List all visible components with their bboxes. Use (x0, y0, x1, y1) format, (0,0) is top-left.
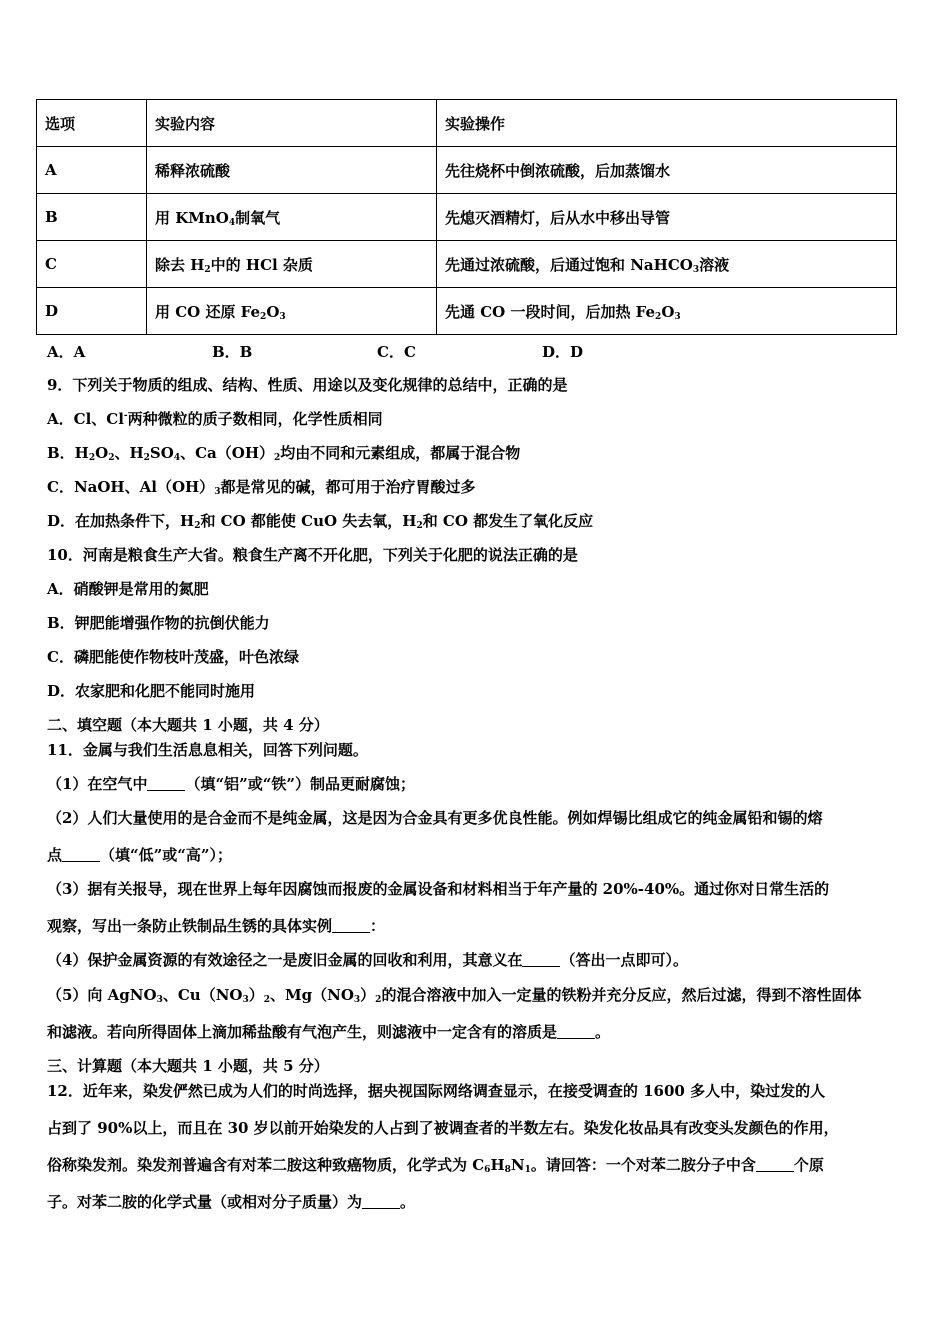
q9-option-d: D．在加热条件下，$H_2$和 CO 都能使 CuO 失去氧，$H_2$和 CO 都发生了氧化反应 (47, 512, 594, 531)
q11-part-5-line-2: 和滤液。若向所得固体上滴加稀盐酸有气泡产生，则滤液中一定含有的溶质是 。 (47, 1023, 611, 1041)
answer-blank[interactable] (756, 1157, 794, 1172)
header-option: 选项 (37, 100, 147, 147)
q10-option-c: C．磷肥能使作物枝叶茂盛，叶色浓绿 (47, 648, 299, 666)
q8-option-b: B．B (212, 343, 253, 361)
table-row (37, 147, 897, 194)
section-3-heading: 三、计算题（本大题共 1 小题，共 5 分） (47, 1057, 329, 1075)
row-content: 稀释浓硫酸 (147, 147, 437, 194)
row-option: C (37, 241, 147, 288)
header-operation: 实验操作 (437, 100, 897, 147)
section-2-heading: 二、填空题（本大题共 1 小题，共 4 分） (47, 716, 329, 734)
q11-part-2-line-1: （2）人们大量使用的是合金而不是纯金属，这是因为合金具有更多优良性能。例如焊锡比组成它的纯金属铅和锡的熔 (47, 809, 823, 827)
q11-part-4: （4）保护金属资源的有效途径之一是废旧金属的回收和利用，其意义在 （答出一点即可）。 (47, 951, 688, 969)
q12-line-2: 占到了 90%以上，而且在 30 岁以前开始染发的人占到了被调查者的半数左右。染发化妆品具有改变头发颜色的作用， (47, 1119, 839, 1137)
q10-option-d: D．农家肥和化肥不能同时施用 (47, 682, 256, 700)
row-option: A (37, 147, 147, 194)
q8-options (47, 341, 667, 361)
q8-option-a: A．A (47, 343, 86, 361)
q9-stem: 9．下列关于物质的组成、结构、性质、用途以及变化规律的总结中，正确的是 (47, 376, 568, 394)
header-content: 实验内容 (147, 100, 437, 147)
q11-part-2-line-2: 点 （填“低”或“高”）； (47, 846, 233, 864)
q11-part-3-line-1: （3）据有关报导，现在世界上每年因腐蚀而报废的金属设备和材料相当于年产量的 20%-40%。通过你对日常生活的 (47, 880, 830, 898)
row-operation: 先熄灭酒精灯，后从水中移出导管 (437, 194, 897, 241)
row-content: 用 KMnO$_4$制氧气 (147, 194, 437, 241)
q9-option-c: C．NaOH、$Al(OH)_3$都是常见的碱，都可用于治疗胃酸过多 (47, 478, 476, 497)
q8-option-d: D．D (542, 343, 584, 361)
answer-blank[interactable] (557, 1024, 595, 1039)
answer-blank[interactable] (332, 918, 370, 933)
row-operation: 先往烧杯中倒浓硫酸，后加蒸馏水 (437, 147, 897, 194)
q11-stem: 11．金属与我们生活息息相关，回答下列问题。 (47, 741, 368, 759)
q10-option-b: B．钾肥能增强作物的抗倒伏能力 (47, 614, 270, 632)
row-option: B (37, 194, 147, 241)
row-operation: 先通过浓硫酸，后通过饱和 NaHCO$_3$溶液 (437, 241, 897, 288)
table-row (37, 288, 897, 335)
table-header-row (37, 100, 897, 147)
q8-option-c: C．C (377, 343, 416, 361)
q12-line-3: 俗称染发剂。染发剂普遍含有对苯二胺这种致癌物质，化学式为 $C_6H_8N_1$。请回答：一个对苯二胺分子中含 个原 (47, 1156, 824, 1175)
answer-blank[interactable] (522, 952, 560, 967)
q9-option-b: B．$H_2O_2$、$H_2SO_4$、$Ca(OH)_2$均由不同和元素组成，都属于混合物 (47, 444, 521, 463)
answer-blank[interactable] (62, 847, 100, 862)
q12-line-1: 12．近年来，染发俨然已成为人们的时尚选择，据央视国际网络调查显示，在接受调查的 1600 多人中，染过发的人 (47, 1082, 826, 1100)
row-operation: 先通 CO 一段时间，后加热 $Fe_2O_3$ (437, 288, 897, 335)
q11-part-1: （1）在空气中 （填“铝”或“铁”）制品更耐腐蚀； (47, 775, 415, 793)
answer-blank[interactable] (362, 1194, 400, 1209)
row-option: D (37, 288, 147, 335)
table-row (37, 194, 897, 241)
q10-stem: 10．河南是粮食生产大省。粮食生产离不开化肥，下列关于化肥的说法正确的是 (47, 546, 578, 564)
row-content: 用 CO 还原 $Fe_2O_3$ (147, 288, 437, 335)
q11-part-5-line-1: （5）向 AgNO$_3$、$Cu(NO_3)_2$、$Mg(NO_3)_2$的混合溶液中加入一定量的铁粉并充分反应，然后过滤，得到不溶性固体 (47, 986, 862, 1005)
q11-part-3-line-2: 观察，写出一条防止铁制品生锈的具体实例 ： (47, 917, 386, 935)
table-row (37, 241, 897, 288)
row-content: 除去 $H_2$中的 HCl 杂质 (147, 241, 437, 288)
answer-blank[interactable] (147, 776, 185, 791)
q10-option-a: A．硝酸钾是常用的氮肥 (47, 580, 209, 598)
q12-line-4: 子。对苯二胺的化学式量（或相对分子质量）为 。 (47, 1193, 416, 1211)
experiment-table (36, 99, 897, 335)
q9-option-a: A．Cl、Cl-两种微粒的质子数相同，化学性质相同 (47, 410, 383, 428)
